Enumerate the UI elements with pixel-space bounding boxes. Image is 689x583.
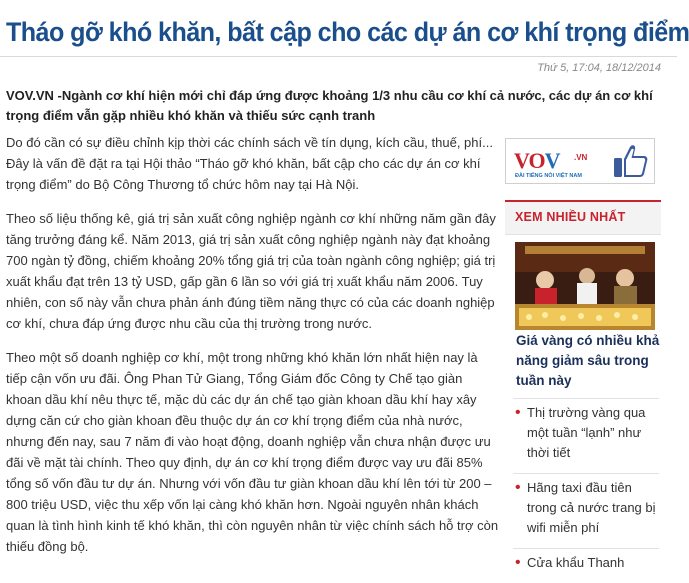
vov-logo [512, 143, 586, 181]
vov-logo-left: VO [514, 148, 545, 173]
article-lead [6, 86, 664, 126]
article-title[interactable]: Tháo gỡ khó khăn, bất cập cho các dự án cơ khí trọng điểm [6, 17, 689, 47]
bullet-icon: • [515, 479, 521, 496]
vov-logo-subtitle: ĐÀI TIẾNG NÓI VIỆT NAM [515, 173, 582, 179]
article-paragraph: Theo số liệu thống kê, giá trị sản xuất công nghiệp ngành cơ khí những năm gần đây tăng trưởng đáng kể. Năm 2013, giá trị sản xuất công nghiệp ngành này đạt khoảng 700 ngàn tỷ đồng, chiếm khoảng 20% tổng giá trị của toàn ngành công nghiệp; giá trị xuất khẩu đạt trên 13 tỷ USD, gấp gần 6 lần so với giá trị xuất khẩu năm 2006. Tuy nhiên, con số này vẫn chưa phản ánh đúng tiềm năng thực có của các doanh nghiệp cơ khí, chưa đáp ứng được nhu cầu của thị trường trong nước. [6, 211, 496, 331]
list-item[interactable] [513, 473, 659, 548]
list-item[interactable] [513, 398, 659, 473]
article-timestamp: Thứ 5, 17:04, 18/12/2014 [537, 62, 661, 74]
article-body [6, 132, 500, 570]
bullet-icon: • [515, 404, 521, 421]
title-divider [0, 56, 677, 57]
vov-logo-mid: V [544, 148, 560, 173]
vov-logo-text [514, 148, 559, 174]
gold-shop-photo[interactable] [515, 242, 655, 330]
lead-text: Ngành cơ khí hiện mới chỉ đáp ứng được khoảng 1/3 nhu cầu cơ khí cả nước, các dự án cơ khí trọng điểm vẫn gặp nhiều khó khăn và thiếu sức cạnh tranh [6, 88, 653, 123]
bullet-icon: • [515, 554, 521, 571]
thumbs-up-icon [610, 142, 650, 180]
list-item[interactable] [513, 548, 659, 583]
most-viewed-link[interactable]: Cửa khẩu Thanh [527, 555, 625, 570]
most-viewed-header: XEM NHIỀU NHẤT [505, 202, 661, 235]
article-paragraph: Theo một số doanh nghiệp cơ khí, một trong những khó khăn lớn nhất hiện nay là tiếp cận vốn ưu đãi. Ông Phan Tử Giang, Tổng Giám đốc Công ty Chế tạo giàn khoan dầu khí nêu thực tế, mặc dù các dự án chế tạo giàn khoan dầu khí hay xây dựng căn cứ cho giàn khoan đều thuộc dự án cơ khí trọng điểm của nhà nước, nhưng đến nay, sau 7 năm đi vào hoạt động, doanh nghiệp vẫn chưa nhận được ưu đãi về mặt tài chính. Theo quy định, dự án cơ khí trọng điểm được vay ưu đãi 85% tổng số vốn đầu tư dự án. Nhưng với vốn đầu tư giàn khoan dầu khí lên tới từ 200 – 800 triệu USD, việc thu xếp vốn lại càng khó khăn hơn. Ngoài nguyên nhân khách quan là tình hình kinh tế khó khăn, thì còn nguyên nhân từ việc chính sách hỗ trợ còn thiếu đồng bộ. [6, 350, 499, 554]
most-viewed-feature-link[interactable]: Giá vàng có nhiều khả năng giảm sâu trong tuần này [516, 333, 660, 388]
vov-logo-suffix: .VN [574, 153, 588, 162]
article-paragraph: Do đó cần có sự điều chỉnh kịp thời các chính sách về tín dụng, kích cầu, thuế, phí... Đây là vấn đề đặt ra tại Hội thảo “Tháo gỡ khó khăn, bất cập cho các dự án cơ khí trọng điểm” do Bộ Công Thương tổ chức hôm nay tại Hà Nội. [6, 135, 493, 192]
most-viewed-list [513, 398, 659, 583]
vov-banner[interactable] [505, 138, 655, 184]
lead-source: VOV.VN - [6, 88, 62, 103]
most-viewed-link[interactable]: Thị trường vàng qua một tuần “lạnh” như thời tiết [527, 405, 646, 460]
most-viewed-link[interactable]: Hãng taxi đầu tiên trong cả nước trang bị wifi miễn phí [527, 480, 656, 535]
most-viewed-box [505, 200, 661, 571]
